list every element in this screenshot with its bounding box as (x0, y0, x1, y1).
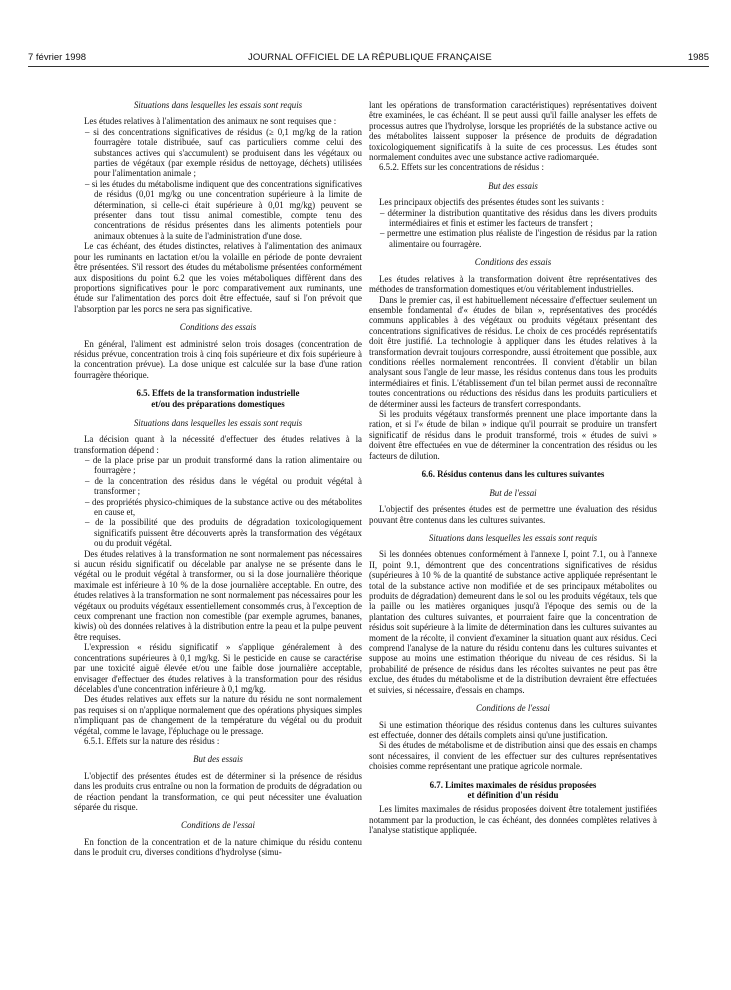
paragraph: Les limites maximales de résidus proposées doivent être totalement justifiées notamment par la production, le cas échéant, des données complètes relatives à l'analyse statistique appliquée. (369, 804, 657, 835)
paragraph: Les principaux objectifs des présentes études sont les suivants : (379, 197, 605, 208)
paragraph: Les études relatives à la transformation doivent être représentatives des méthodes de transformation domestiques et/ou véritablement industrielles. (369, 273, 657, 295)
section-heading: Situations dans lesquelles les essais sont requis (133, 100, 303, 110)
paragraph: L'objectif des présentes études est de permettre une évaluation des résidus pouvant être contenus dans les cultures suivantes. (369, 504, 657, 525)
paragraph: L'objectif des présentes études est de déterminer si la présence de résidus dans les produits crus entraîne ou non la formation de produits de dégradation ou de réaction pendant la transformation, ce qui peut nécessiter une évaluation séparée du risque. (74, 770, 362, 812)
dash-item: – de la possibilité que des produits de dégradation toxicologiquement significatifs puissent être découverts après la transformation des végétaux ou du produit végétal. (85, 517, 362, 549)
paragraph: Dans le premier cas, il est habituellement nécessaire d'effectuer seulement un ensemble fondamental d'« études de bilan », représentatives des procédés communs applicables à des végétaux ou produits végétaux présentant des concentrations significatives de résidus. Le choix de ces procédés représentatifs doit être justifié. La technologie à appliquer dans les études relatives à la transformation devrait toujours correspondre, aussi étroitement que possible, aux conditions réelles normalement rencontrées. Il convient d'établir un bilan analysant sous l'angle de leur masse, les résidus contenus dans tous les produits intermédiaires et finis. L'établissement d'un tel bilan permet aussi de reconnaître toutes concentrations ou réductions des résidus dans les produits particuliers et de déterminer aussi les facteurs de transfert correspondants. (369, 294, 657, 409)
section-title: 6.7. Limites maximales de résidus proposées (429, 779, 597, 790)
right-column (369, 100, 657, 835)
dash-item: – permettre une estimation plus réaliste de l'ingestion de résidus par la ration alimentaire ou fourragère. (380, 228, 657, 249)
section-title-line2: et définition d'un résidu (467, 790, 559, 801)
section-heading: But des essais (488, 180, 538, 191)
dash-item: – déterminer la distribution quantitative des résidus dans les divers produits intermédiaires et finis et estimer les facteurs de transfert ; (380, 207, 657, 229)
paragraph: En général, l'aliment est administré selon trois dosages (concentration de résidus prévue, concentration trois à cinq fois supérieure et dix fois supérieure à la concentration prévue). La dose unique est calculée sur la base d'une ration fourragère théorique. (74, 338, 362, 380)
section-title: 6.6. Résidus contenus dans les cultures suivantes (421, 469, 605, 479)
section-heading: But de l'essai (489, 487, 537, 498)
section-heading: Conditions des essais (474, 257, 552, 268)
paragraph: Des études relatives aux effets sur la nature du résidu ne sont normalement pas requises si on n'applique normalement que des opérations physiques simples n'impliquant pas de changement de la température du végétal ou du produit végétal, comme le lavage, l'épluchage ou le pressage. (74, 694, 362, 736)
paragraph: En fonction de la concentration et de la nature chimique du résidu contenu dans le produit cru, diverses conditions d'hydrolyse (simu- (74, 836, 362, 858)
section-heading: Conditions de l'essai (476, 703, 550, 714)
dash-item: – si les études du métabolisme indiquent que des concentrations significatives de résidus (0,01 mg/kg ou une concentration supérieure à la limite de détermination, si celle-ci était supérieure à 0,01 mg/kg) peuvent se présenter dans tout tissu animal comestible, compte tenu des concentrations de résidus présentes dans les aliments potentiels pour animaux obtenues à la suite de l'administration d'une dose. (85, 178, 362, 241)
section-heading: Conditions de l'essai (181, 820, 255, 831)
paragraph: 6.5.2. Effets sur les concentrations de résidus : (379, 162, 544, 173)
dash-item: – des propriétés physico-chimiques de la substance active ou des métabolites en cause et, (85, 496, 362, 517)
paragraph: Le cas échéant, des études distinctes, relatives à l'alimentation des animaux pour les ruminants en lactation et/ou la volaille en période de ponte devraient être présentées. S'il ressort des études du métabolisme présentées conformément aux dispositions du point 6.2 que les voies métaboliques diffèrent dans des proportions significatives pour le porc comparativement aux ruminants, une étude sur l'alimentation des porcs doit être effectuée, sauf si l'on prévoit que l'absorption par les porcs ne sera pas significative. (74, 241, 362, 314)
section-heading: Conditions des essais (179, 322, 257, 333)
paragraph: La décision quant à la nécessité d'effectuer des études relatives à la transformation dépend : (74, 434, 362, 455)
paragraph: Si une estimation théorique des résidus contenus dans les cultures suivantes est effectuée, donner des détails complets ainsi qu'une justification. (369, 719, 657, 740)
dash-item: – de la concentration des résidus dans le végétal ou produit végétal à transformer ; (85, 475, 362, 497)
dash-item: – de la place prise par un produit transformé dans la ration alimentaire ou fourragère ; (85, 454, 362, 476)
paragraph: Si les données obtenues conformément à l'annexe I, point 7.1, ou à l'annexe II, point 9.1, démontrent que des concentrations significatives de résidus (supérieures à 10 % de la quantité de substance active appliquée représentant le total de la substance active non modifiée et de ses principaux métabolites ou produits de dégradation) demeurent dans le sol ou les produits végétaux, tels que la paille ou les matières organiques jusqu'à l'époque des semis ou de la plantation des cultures suivantes, et pourraient faire que la concentration de résidus soit supérieure à la limite de détermination dans les cultures suivantes au moment de la récolte, il convient d'examiner la situation quant aux résidus. Ceci comprend l'analyse de la nature du résidu contenu dans les cultures suivantes et suppose au moins une estimation théorique du niveau de ces résidus. Si la probabilité de présence de résidus dans les récoltes suivantes ne peut pas être exclue, des études du métabolisme et de la distribution devraient être effectuées et suivies, si nécessaire, d'essais en champs. (369, 549, 657, 695)
header-date: 7 février 1998 (28, 52, 87, 63)
section-title: 6.5. Effets de la transformation industrielle (136, 388, 300, 399)
page-header (28, 52, 709, 66)
paragraph: Des études relatives à la transformation ne sont normalement pas nécessaires si aucun résidu significatif ou décelable par analyse ne se présente dans le végétal ou le produit végétal à transformer, ou si la dose journalière théorique maximale est inférieure à 10 % de la dose journalière acceptable. En outre, des études relatives à la transformation ne sont normalement pas nécessaires pour les végétaux ou produits végétaux essentiellement consommés crus, à l'exception de ceux comprenant une fraction non comestible (par exemple agrumes, bananes, kiwis) où des données relatives à la distribution entre la peau et la pulpe peuvent être requises. (74, 548, 362, 642)
header-page-number: 1985 (687, 52, 709, 63)
section-heading: Situations dans lesquelles les essais sont requis (133, 417, 303, 428)
section-title-line2: et/ou des préparations domestiques (151, 398, 285, 409)
section-heading: Situations dans lesquelles les essais sont requis (428, 533, 598, 544)
paragraph: Si les produits végétaux transformés prennent une place importante dans la ration, et si l'« étude de bilan » indique qu'il pourrait se produire un transfert significatif de résidus dans le produit transformé, trois « études de suivi » doivent être effectuées en vue de déterminer la concentration des résidus ou les facteurs de dilution. (369, 408, 657, 461)
paragraph: lant les opérations de transformation caractéristiques) représentatives doivent être examinées, le cas échéant. Il se peut aussi qu'il faille analyser les effets de processus autres que l'hydrolyse, lorsque les propriétés de la substance active ou des métabolites laissent supposer la présence de produits de dégradation toxicologiquement significatifs à la suite de ces processus. Les études sont normalement conduites avec une substance active radiomarquée. (369, 100, 657, 163)
paragraph: 6.5.1. Effets sur la nature des résidus : (84, 735, 220, 746)
section-heading: But des essais (193, 754, 243, 765)
paragraph: Si des études de métabolisme et de distribution ainsi que des essais en champs sont nécessaires, il convient de les effectuer sur des cultures représentatives choisies comme représentant une pratique agricole normale. (369, 740, 657, 772)
header-rule (28, 66, 709, 67)
dash-item: – si des concentrations significatives de résidus (≥ 0,1 mg/kg de la ration fourragère totale distribuée, sauf cas particuliers comme celui des substances actives qui s'accumulent) se produisent dans les végétaux ou parties de végétaux (par exemple résidus de nettoyage, déchets) utilisées pour l'alimentation animale ; (85, 126, 362, 179)
header-journal-title: JOURNAL OFFICIEL DE LA RÉPUBLIQUE FRANÇAISE (248, 52, 492, 63)
paragraph: L'expression « résidu significatif » s'applique généralement à des concentrations supérieures à 0,1 mg/kg. Si le pesticide en cause se caractérise par une toxicité aiguë élevée et/ou une faible dose journalière acceptable, envisager d'effectuer des études relatives à la transformation pour des résidus décelables d'une concentration inférieure à 0,1 mg/kg. (74, 642, 362, 694)
left-column (74, 100, 362, 858)
paragraph: Les études relatives à l'alimentation des animaux ne sont requises que : (84, 116, 337, 127)
